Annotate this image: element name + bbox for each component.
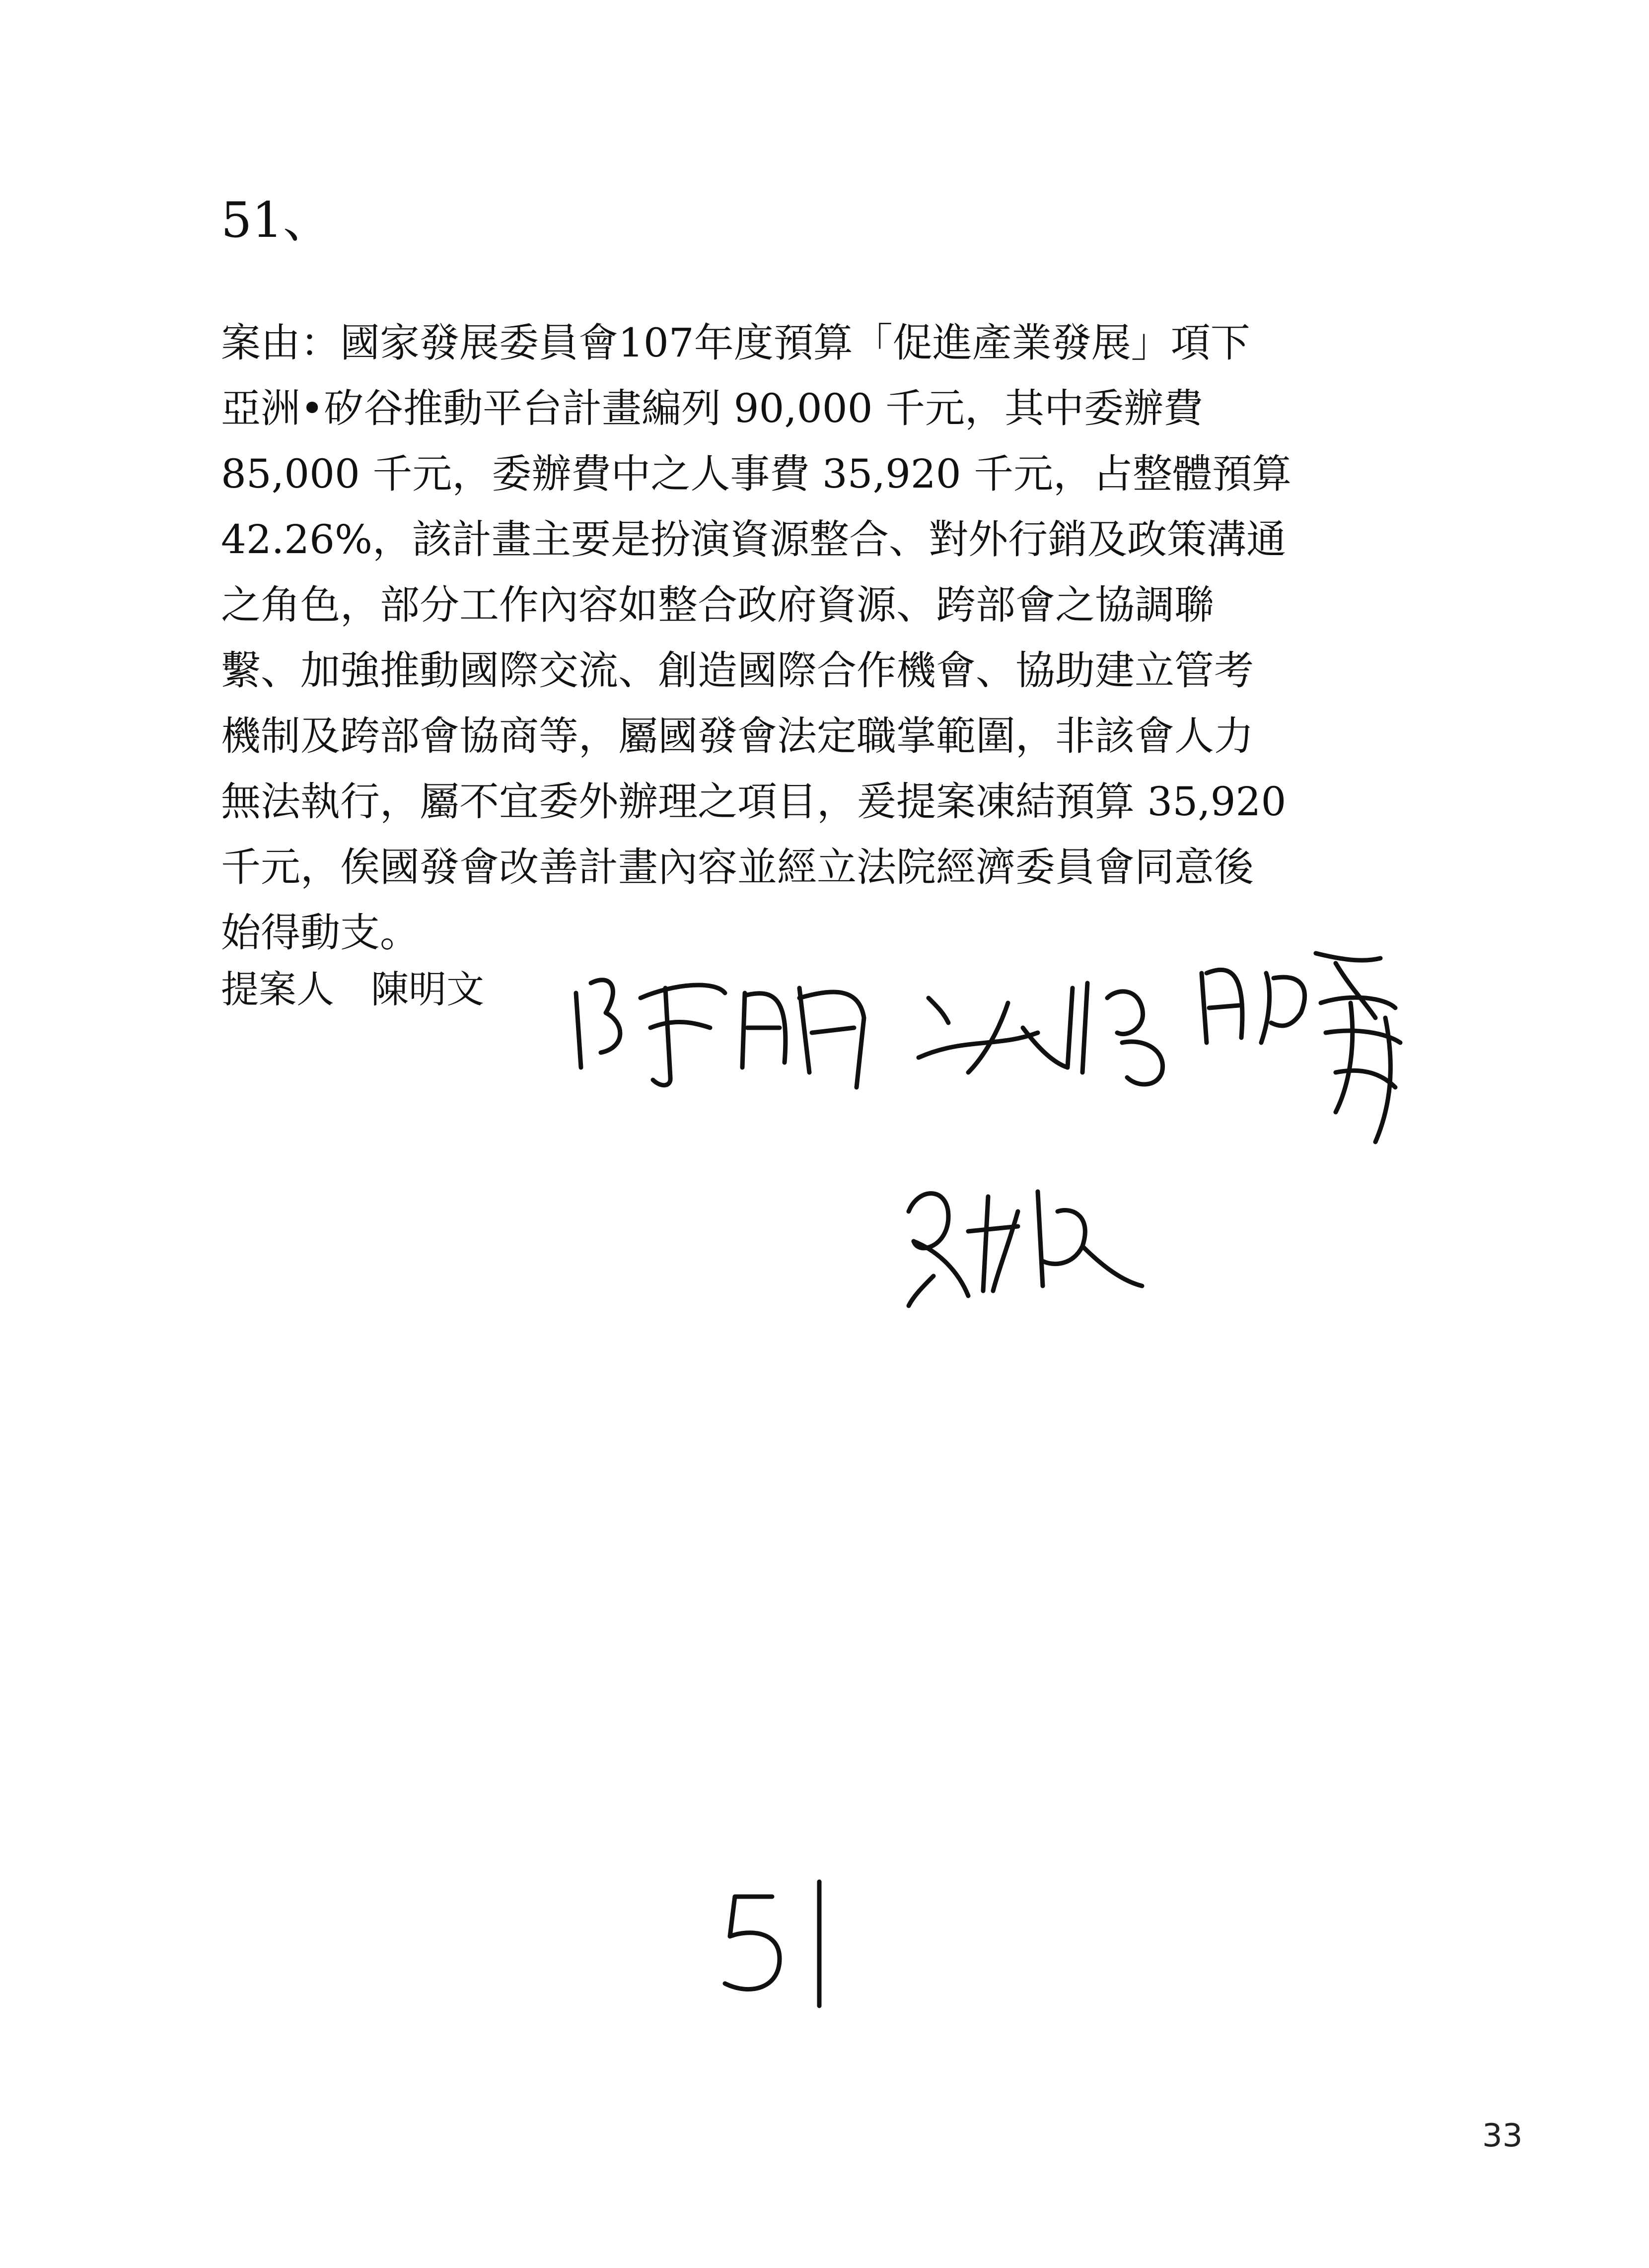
body-line-8: 無法執行，屬不宜委外辦理之項目，爰提案凍結預算 35,920 [221,779,1287,825]
signature-2 [909,968,1187,1092]
proposer-name: 陳明文 [371,967,485,1011]
body-line-3: 85,000 千元，委辦費中之人事費 35,920 千元，占整體預算 [221,451,1292,497]
body-line-5: 之角色，部分工作內容如整合政府資源、跨部會之協調聯 [221,582,1214,628]
page-number: 33 [1482,2118,1523,2154]
body-line-10: 始得動支。 [221,910,420,956]
body-line-1: 案由：國家發展委員會107年度預算「促進產業發展」項下 [221,320,1250,366]
body-line-2: 亞洲•矽谷推動平台計畫編列 90,000 千元，其中委辦費 [221,385,1203,431]
signature-1 [566,953,904,1102]
body-line-6: 繫、加強推動國際交流、創造國際合作機會、協助建立管考 [221,647,1254,694]
motion-body [221,310,1373,966]
signature-4 [894,1167,1152,1316]
proposer-line [221,967,509,1011]
signature-3 [1187,943,1435,1152]
body-line-4: 42.26%，該計畫主要是扮演資源整合、對外行銷及政策溝通 [221,516,1287,563]
proposer-label: 提案人 [221,967,334,1011]
body-line-9: 千元，俟國發會改善計畫內容並經立法院經濟委員會同意後 [221,844,1254,890]
handwritten-number [695,1877,859,2011]
item-number: 51、 [221,192,332,249]
body-line-7: 機制及跨部會協商等，屬國發會法定職掌範圍，非該會人力 [221,713,1254,759]
